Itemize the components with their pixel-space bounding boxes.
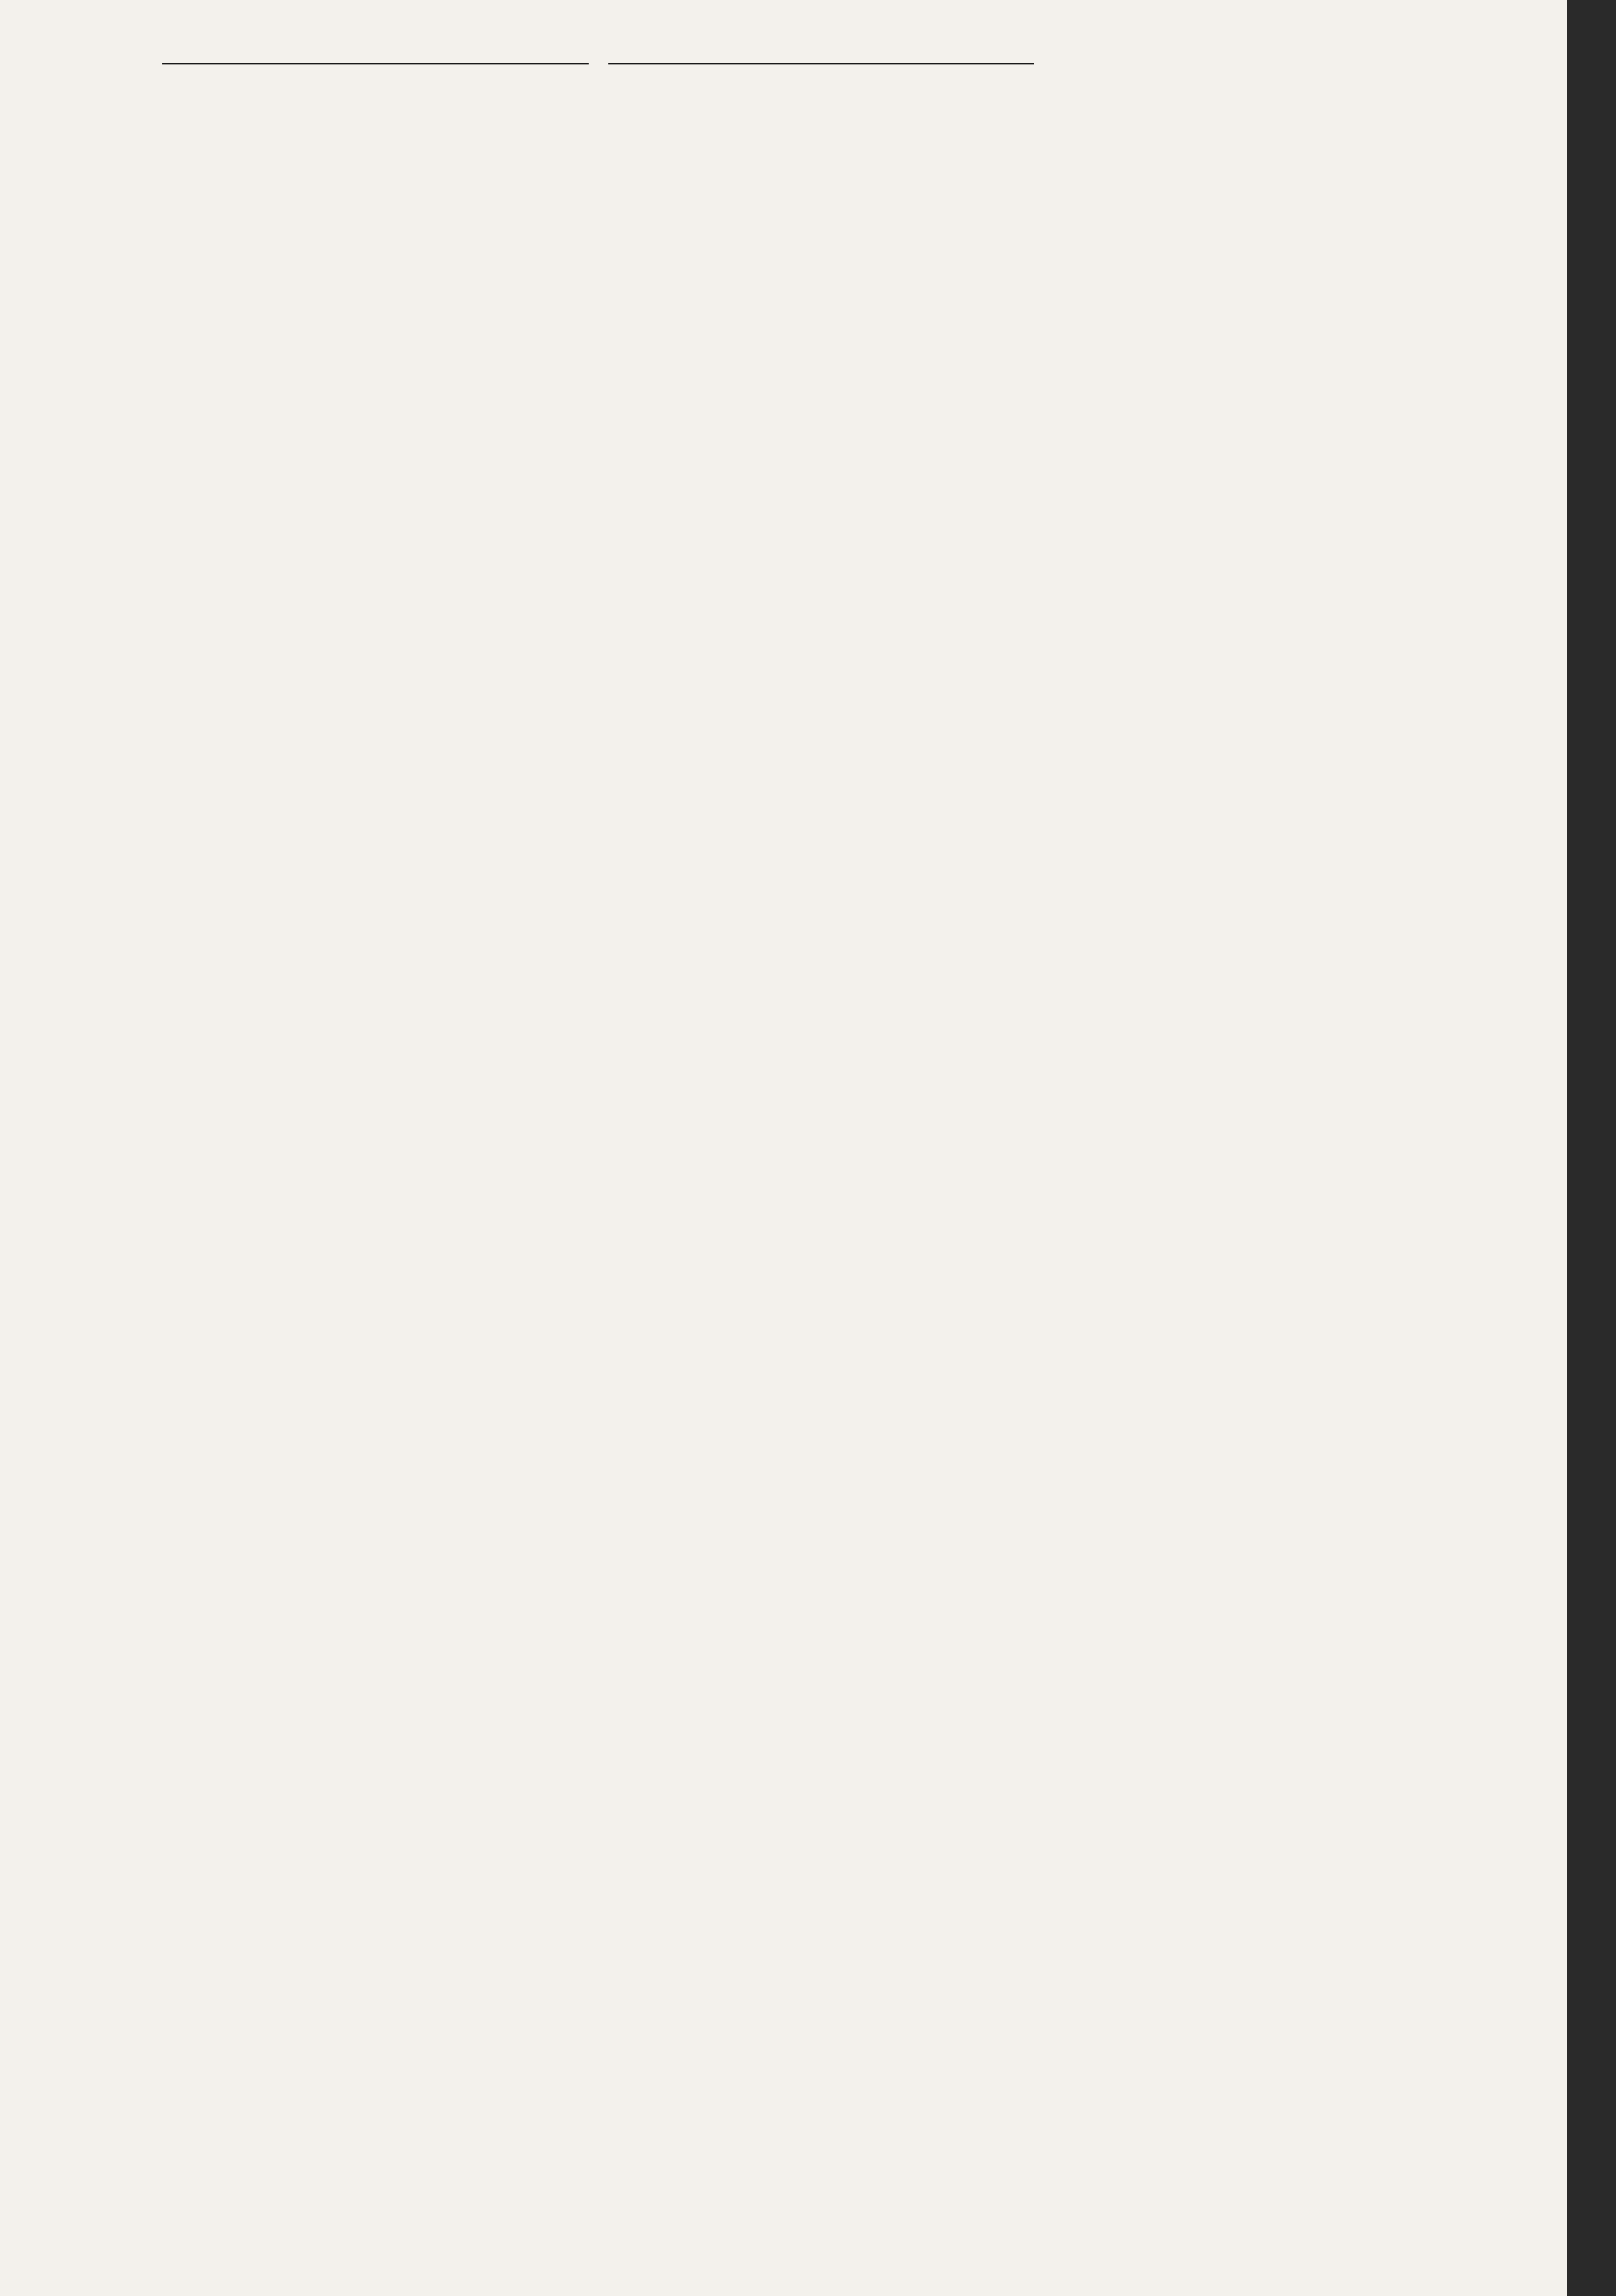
column-3	[1054, 54, 1480, 2238]
newspaper-page	[162, 54, 1480, 2238]
section-title	[162, 63, 589, 69]
column-1	[162, 54, 589, 2238]
section-title	[608, 63, 1035, 69]
page-edge	[1567, 0, 1616, 2296]
column-2	[608, 54, 1035, 2238]
